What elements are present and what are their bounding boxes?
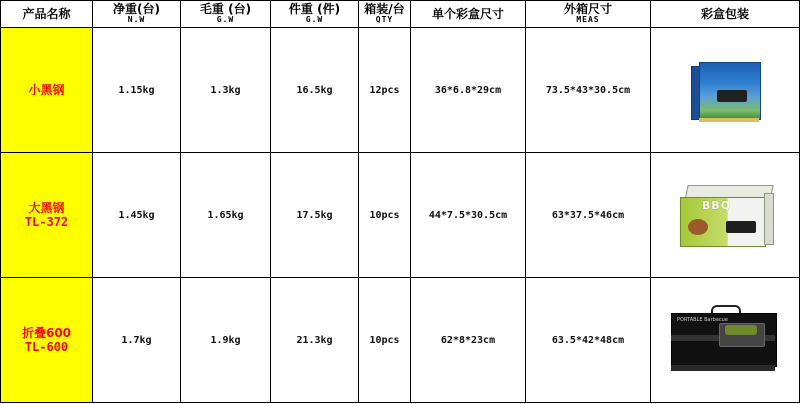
carton-size-cell: 63.5*42*48cm — [526, 278, 651, 403]
black-portable-box-image — [669, 305, 781, 375]
net-weight-cell: 1.15kg — [93, 28, 181, 153]
product-name-cell: 折叠600 TL-600 — [1, 278, 93, 403]
carton-weight-cell: 17.5kg — [271, 153, 359, 278]
table-row — [1, 278, 800, 403]
portable-box-label: PORTABLE Barbecue — [677, 317, 728, 323]
gross-weight-cell: 1.65kg — [181, 153, 271, 278]
blue-retail-box-image — [685, 56, 765, 124]
header-color-box-packaging: 彩盒包装 — [651, 1, 800, 28]
header-carton-weight: 件重 (件) G.W — [271, 1, 359, 28]
green-bbq-box-image — [676, 181, 774, 249]
quantity-cell: 10pcs — [359, 278, 411, 403]
header-carton-size: 外箱尺寸 MEAS — [526, 1, 651, 28]
quantity-cell: 10pcs — [359, 153, 411, 278]
quantity-cell: 12pcs — [359, 28, 411, 153]
header-color-box-size: 单个彩盒尺寸 — [411, 1, 526, 28]
table-row — [1, 153, 800, 278]
color-box-size-cell: 44*7.5*30.5cm — [411, 153, 526, 278]
net-weight-cell: 1.7kg — [93, 278, 181, 403]
header-row — [1, 1, 800, 28]
header-product-name: 产品名称 — [1, 1, 93, 28]
carton-weight-cell: 16.5kg — [271, 28, 359, 153]
bbq-box-label: BBQ — [702, 199, 732, 212]
packaging-image-cell — [651, 28, 800, 153]
color-box-size-cell: 62*8*23cm — [411, 278, 526, 403]
carton-weight-cell: 21.3kg — [271, 278, 359, 403]
gross-weight-cell: 1.9kg — [181, 278, 271, 403]
carton-size-cell: 63*37.5*46cm — [526, 153, 651, 278]
color-box-size-cell: 36*6.8*29cm — [411, 28, 526, 153]
header-quantity: 箱装/台 QTY — [359, 1, 411, 28]
table-row — [1, 28, 800, 153]
product-name-cell: 大黑钢 TL-372 — [1, 153, 93, 278]
header-net-weight: 净重(台) N.W — [93, 1, 181, 28]
packaging-image-cell — [651, 153, 800, 278]
net-weight-cell: 1.45kg — [93, 153, 181, 278]
header-gross-weight: 毛重 (台) G.W — [181, 1, 271, 28]
packaging-image-cell — [651, 278, 800, 403]
gross-weight-cell: 1.3kg — [181, 28, 271, 153]
product-name-cell: 小黑钢 — [1, 28, 93, 153]
carton-size-cell: 73.5*43*30.5cm — [526, 28, 651, 153]
